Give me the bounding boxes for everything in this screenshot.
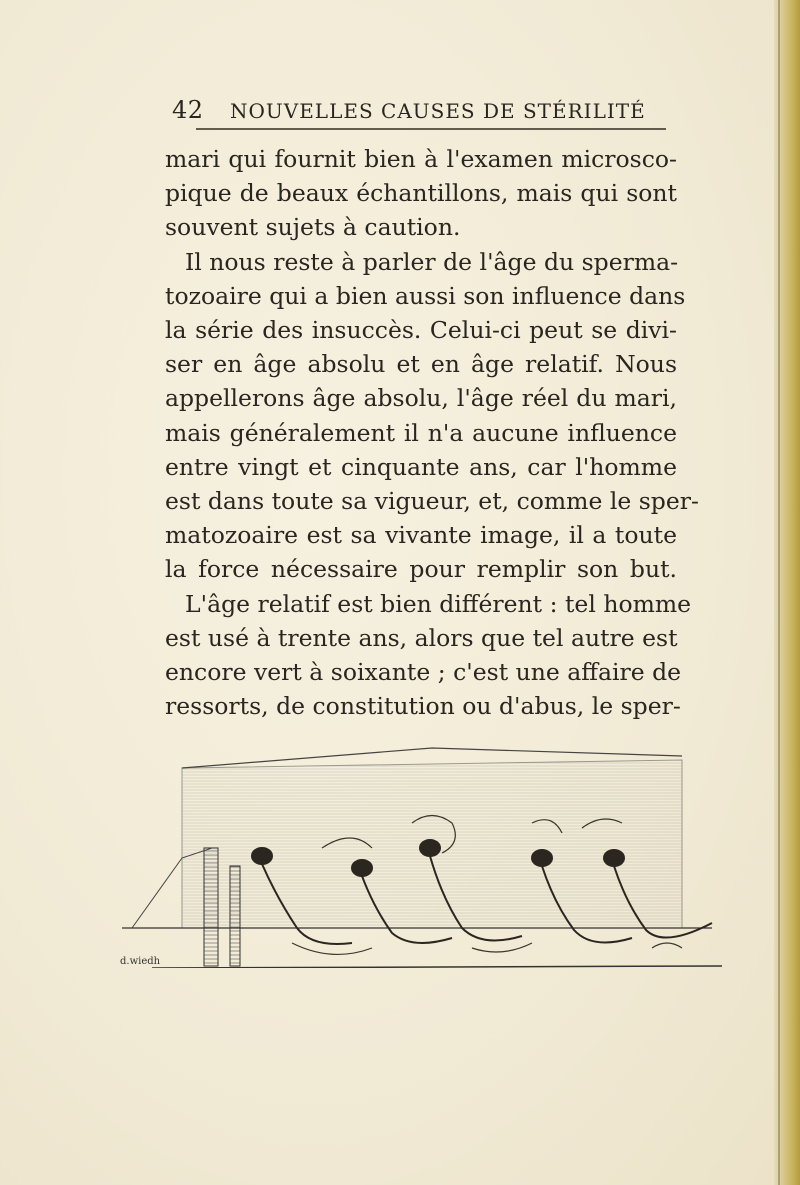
text-line: est dans toute sa vigueur, et, comme le sper- bbox=[165, 487, 699, 516]
text-line: entre vingt et cinquante ans, car l'homme bbox=[165, 452, 677, 481]
page-header bbox=[172, 96, 692, 126]
binding-line bbox=[778, 0, 780, 1185]
text-line: la série des insuccès. Celui-ci peut se divi- bbox=[165, 316, 677, 345]
text-line: mari qui fournit bien à l'examen microsco- bbox=[165, 145, 677, 173]
text-line: matozoaire est sa vivante image, il a toute bbox=[165, 521, 677, 550]
body-text bbox=[165, 142, 699, 723]
text-line: tozoaire qui a bien aussi son influence dans bbox=[165, 281, 686, 310]
text-line: L'âge relatif est bien différent : tel homme bbox=[185, 589, 692, 618]
engraving-illustration bbox=[112, 738, 722, 968]
text-line: la force nécessaire pour remplir son but. bbox=[165, 555, 677, 584]
text-line: encore vert à soixante ; c'est une affaire de bbox=[165, 658, 682, 687]
running-title: NOUVELLES CAUSES DE STÉRILITÉ bbox=[230, 99, 646, 123]
text-line: appellerons âge absolu, l'âge réel du mari, bbox=[165, 384, 677, 413]
page-number: 42 bbox=[172, 96, 204, 124]
text-line: est usé à trente ans, alors que tel autre est bbox=[165, 623, 678, 652]
text-line: mais généralement il n'a aucune influence bbox=[165, 418, 677, 447]
text-line: ressorts, de constitution ou d'abus, le sper- bbox=[165, 692, 681, 721]
text-line: Il nous reste à parler de l'âge du sperma- bbox=[185, 247, 679, 276]
text-line: pique de beaux échantillons, mais qui sont bbox=[165, 179, 677, 208]
text-line: souvent sujets à caution. bbox=[165, 213, 461, 242]
svg-text:d.wiedh: d.wiedh bbox=[120, 956, 161, 967]
text-line: ser en âge absolu et en âge relatif. Nous bbox=[165, 350, 677, 379]
header-rule bbox=[196, 128, 666, 130]
